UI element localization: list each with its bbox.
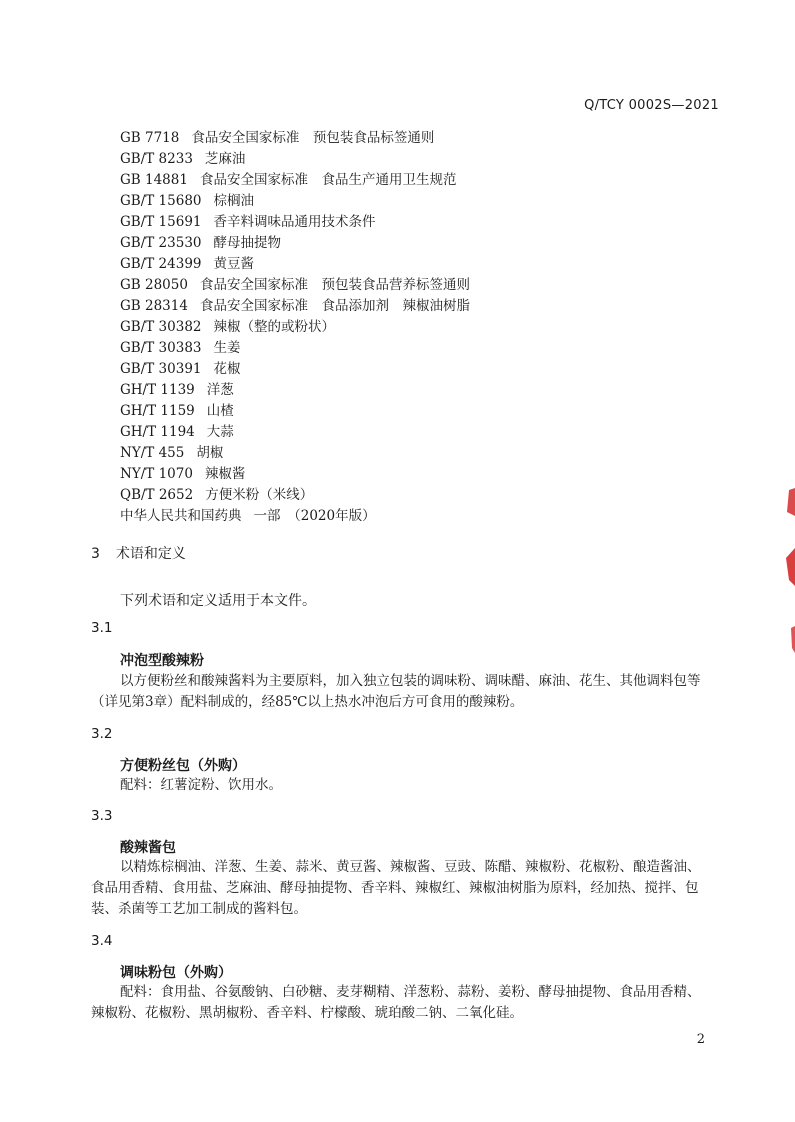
reference-item bbox=[120, 191, 740, 212]
reference-title: 酵母抽提物 bbox=[213, 235, 281, 251]
reference-item bbox=[120, 212, 740, 233]
term-name: 酸辣酱包 bbox=[120, 840, 176, 856]
reference-item bbox=[120, 464, 740, 485]
term-definition bbox=[91, 982, 721, 1024]
reference-item bbox=[120, 296, 740, 317]
reference-title: 花椒 bbox=[213, 361, 241, 377]
reference-item bbox=[120, 422, 740, 443]
term-name: 方便粉丝包（外购） bbox=[120, 758, 246, 774]
term-definition bbox=[91, 671, 721, 713]
reference-item bbox=[120, 506, 740, 527]
reference-code: GB/T 30383 bbox=[120, 340, 202, 356]
definition-line: 食品用香精、食用盐、芝麻油、酵母抽提物、香辛料、辣椒红、辣椒油树脂为原料，经加热、搅拌、包 bbox=[91, 880, 699, 896]
reference-code: 中华人民共和国药典 bbox=[120, 508, 242, 524]
definition-line: 配料：红薯淀粉、饮用水。 bbox=[120, 777, 282, 793]
reference-code: GB 28050 bbox=[120, 277, 188, 293]
reference-title: 棕榈油 bbox=[213, 193, 254, 209]
document-id: Q/TCY 0002S—2021 bbox=[584, 98, 719, 113]
reference-code: GH/T 1159 bbox=[120, 403, 195, 419]
reference-code: GB/T 8233 bbox=[120, 151, 193, 167]
definition-line: 以方便粉丝和酸辣酱料为主要原料，加入独立包装的调味粉、调味醋、麻油、花生、其他调料包等 bbox=[120, 673, 701, 689]
reference-code: QB/T 2652 bbox=[120, 487, 194, 503]
page-number: 2 bbox=[696, 1032, 705, 1047]
reference-title: 山楂 bbox=[206, 403, 234, 419]
reference-item bbox=[120, 485, 740, 506]
reference-code: GH/T 1139 bbox=[120, 382, 195, 398]
reference-code: GB 7718 bbox=[120, 130, 180, 146]
reference-item bbox=[120, 401, 740, 422]
reference-item bbox=[120, 149, 740, 170]
seal-stamp-edge bbox=[783, 488, 795, 658]
reference-item bbox=[120, 380, 740, 401]
reference-code: GB/T 30391 bbox=[120, 361, 202, 377]
reference-title: 芝麻油 bbox=[204, 151, 246, 167]
reference-code: GB/T 23530 bbox=[120, 235, 202, 251]
term-number: 3.1 bbox=[91, 620, 113, 636]
definition-line: 配料：食用盐、谷氨酸钠、白砂糖、麦芽糊精、洋葱粉、蒜粉、姜粉、酵母抽提物、食品用香精、 bbox=[120, 984, 701, 1000]
reference-title: 黄豆酱 bbox=[213, 256, 254, 272]
definition-line: （详见第3章）配料制成的，经85℃以上热水冲泡后方可食用的酸辣粉。 bbox=[91, 694, 524, 710]
reference-item bbox=[120, 275, 740, 296]
reference-title: 食品安全国家标准 预包装食品营养标签通则 bbox=[199, 277, 470, 293]
reference-code: GH/T 1194 bbox=[120, 424, 195, 440]
reference-item bbox=[120, 359, 740, 380]
reference-item bbox=[120, 338, 740, 359]
reference-title: 辣椒酱 bbox=[204, 466, 246, 482]
reference-code: GB/T 15680 bbox=[120, 193, 202, 209]
reference-item bbox=[120, 128, 740, 149]
term-definition bbox=[91, 857, 721, 920]
reference-code: GB/T 24399 bbox=[120, 256, 202, 272]
reference-item bbox=[120, 170, 740, 191]
reference-code: NY/T 1070 bbox=[120, 466, 193, 482]
reference-code: GB 28314 bbox=[120, 298, 188, 314]
term-name: 调味粉包（外购） bbox=[120, 965, 232, 981]
reference-code: GB 14881 bbox=[120, 172, 188, 188]
reference-title: 生姜 bbox=[213, 340, 241, 356]
term-definition bbox=[91, 775, 721, 796]
reference-item bbox=[120, 233, 740, 254]
definition-line: 装、杀菌等工艺加工制成的酱料包。 bbox=[91, 901, 307, 917]
section-number: 3 bbox=[91, 546, 100, 562]
reference-title: 方便米粉（米线） bbox=[205, 487, 314, 503]
term-number: 3.4 bbox=[91, 933, 113, 949]
section-heading bbox=[91, 543, 186, 563]
reference-title: 胡椒 bbox=[196, 445, 224, 461]
reference-code: NY/T 455 bbox=[120, 445, 185, 461]
term-name: 冲泡型酸辣粉 bbox=[120, 653, 204, 669]
reference-title: 食品安全国家标准 预包装食品标签通则 bbox=[191, 130, 435, 146]
term-number: 3.2 bbox=[91, 726, 113, 742]
reference-title: 食品安全国家标准 食品生产通用卫生规范 bbox=[199, 172, 457, 188]
reference-code: GB/T 30382 bbox=[120, 319, 202, 335]
section-intro: 下列术语和定义适用于本文件。 bbox=[120, 593, 316, 609]
reference-item bbox=[120, 254, 740, 275]
reference-code: GB/T 15691 bbox=[120, 214, 202, 230]
definition-line: 辣椒粉、花椒粉、黑胡椒粉、香辛料、柠檬酸、琥珀酸二钠、二氧化硅。 bbox=[91, 1005, 523, 1021]
definition-line: 以精炼棕榈油、洋葱、生姜、蒜米、黄豆酱、辣椒酱、豆豉、陈醋、辣椒粉、花椒粉、酿造酱油、 bbox=[120, 859, 701, 875]
reference-title: 一部 （2020年版） bbox=[253, 508, 376, 524]
reference-item bbox=[120, 317, 740, 338]
reference-title: 洋葱 bbox=[206, 382, 234, 398]
normative-references-list bbox=[120, 128, 740, 527]
reference-title: 香辛料调味品通用技术条件 bbox=[213, 214, 376, 230]
reference-title: 辣椒（整的或粉状） bbox=[213, 319, 335, 335]
reference-title: 大蒜 bbox=[206, 424, 234, 440]
section-title: 术语和定义 bbox=[115, 546, 186, 562]
term-number: 3.3 bbox=[91, 808, 113, 824]
reference-item bbox=[120, 443, 740, 464]
reference-title: 食品安全国家标准 食品添加剂 辣椒油树脂 bbox=[199, 298, 470, 314]
